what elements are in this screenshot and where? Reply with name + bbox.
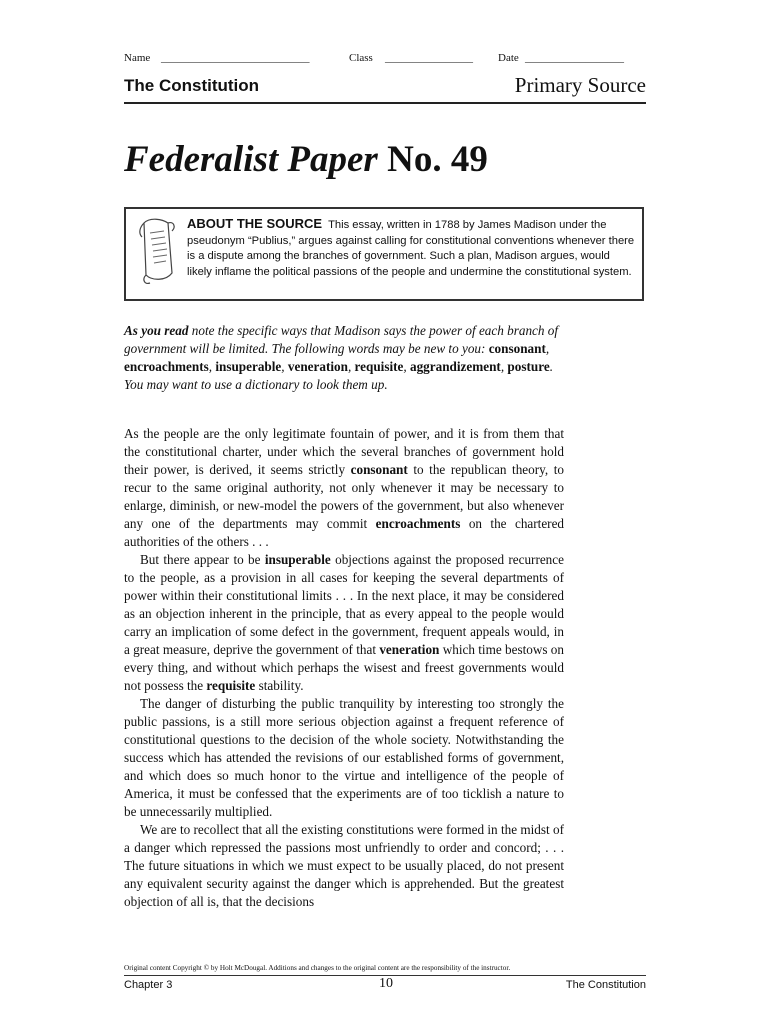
footer-chapter: Chapter 3 xyxy=(124,979,173,991)
vocab-word: requisite xyxy=(206,678,256,693)
about-label: ABOUT THE SOURCE xyxy=(187,216,323,231)
vocab-word: veneration xyxy=(379,642,440,657)
primary-source-text xyxy=(124,425,564,911)
about-description: This essay, written in 1788 by James Madison under the pseudonym “Publius,” argues against calling for constitutional conventions whenever there is a dispute among the branches of government. Such a plan, Madison argues, would likely inflame the political passions of the people and undermine the constitutional system. xyxy=(187,219,635,278)
vocab-word: insuperable xyxy=(264,552,331,567)
vocab-word: encroachments xyxy=(375,516,461,531)
vocab-word: veneration xyxy=(287,359,348,374)
title-number-part: No. 49 xyxy=(387,139,488,180)
vocab-word: posture xyxy=(507,359,550,374)
vocab-separator: , xyxy=(281,359,288,374)
page-number: 10 xyxy=(379,976,393,991)
instructions-text: note the specific ways that Madison says the power of each branch of government will be limited. The following words may be new to you: xyxy=(124,323,559,356)
class-label: Class xyxy=(349,52,373,64)
title-italic-part: Federalist Paper xyxy=(124,139,378,180)
scroll-icon xyxy=(132,215,182,287)
name-label: Name xyxy=(124,52,151,64)
paragraph: As the people are the only legitimate fountain of power, and it is from them that the constitutional charter, under which the several branches of government hold their power, is derived, it seems strictly consonant to the republican theory, to recur to the same original authority, not only whenever it may be necessary to enlarge, diminish, or new-model the powers of the government, but also whenever any one of the departments may commit encroachments on the chartered authorities of the others . . . xyxy=(124,426,565,549)
page-title xyxy=(124,138,488,181)
header-divider xyxy=(124,102,646,104)
footer-unit: The Constitution xyxy=(565,979,646,991)
vocab-separator: , xyxy=(347,359,355,374)
date-field[interactable]: __________________ xyxy=(525,52,624,64)
source-type-heading: Primary Source xyxy=(514,73,646,97)
reading-instructions xyxy=(124,322,564,394)
vocab-separator: , xyxy=(545,341,550,356)
paragraph: But there appear to be insuperable objections against the proposed recurrence to the people, as a provision in all cases for keeping the several departments of power within their constitutional limits . . . In the next place, it may be considered as an objection inherent in the principle, that as every appeal to the people would carry an implication of some defect in the government, frequent appeals would, in a great measure, deprive the government of that veneration which time bestows on every thing, and without which perhaps the wisest and freest governments would not possess the requisite stability. xyxy=(124,552,564,693)
vocab-word: insuperable xyxy=(215,359,282,374)
subject-heading: The Constitution xyxy=(124,76,260,95)
date-label: Date xyxy=(498,52,519,64)
instructions-text-2: You may want to use a dictionary to look them up. xyxy=(124,377,388,392)
vocab-word: consonant xyxy=(350,462,408,477)
vocab-word: requisite xyxy=(354,359,404,374)
paragraph: We are to recollect that all the existing constitutions were formed in the midst of a danger which repressed the passions most unfriendly to order and concord; . . . The future situations in which we must expect to be usually placed, do not present any equivalent security against the danger which is apprehended. But the greatest objection of all is, that the decisions xyxy=(124,822,564,909)
instructions-lead: As you read xyxy=(124,323,189,338)
about-text xyxy=(187,216,637,280)
about-the-source-box xyxy=(124,207,644,301)
vocab-word: encroachments xyxy=(124,359,209,374)
copyright-notice: Original content Copyright © by Holt McDougal. Additions and changes to the original content are the responsibility of the instructor. xyxy=(124,964,511,972)
class-field[interactable]: ________________ xyxy=(385,52,473,64)
vocab-word: aggrandizement xyxy=(409,359,501,374)
vocab-separator: , xyxy=(500,359,508,374)
name-field[interactable]: ___________________________ xyxy=(161,52,310,64)
paragraph: The danger of disturbing the public tranquility by interesting too strongly the public passions, is a still more serious objection against a frequent reference of constitutional questions to the decision of the whole society. Notwithstanding the success which has attended the revisions of our established forms of government, and which does so much honor to the virtue and intelligence of the people of America, it must be confessed that the experiments are of too ticklish a nature to be unnecessarily multiplied. xyxy=(124,696,564,819)
vocab-separator: , xyxy=(403,359,410,374)
vocab-separator: , xyxy=(208,359,216,374)
vocab-end: . xyxy=(549,359,553,374)
vocab-word: consonant xyxy=(488,341,546,356)
